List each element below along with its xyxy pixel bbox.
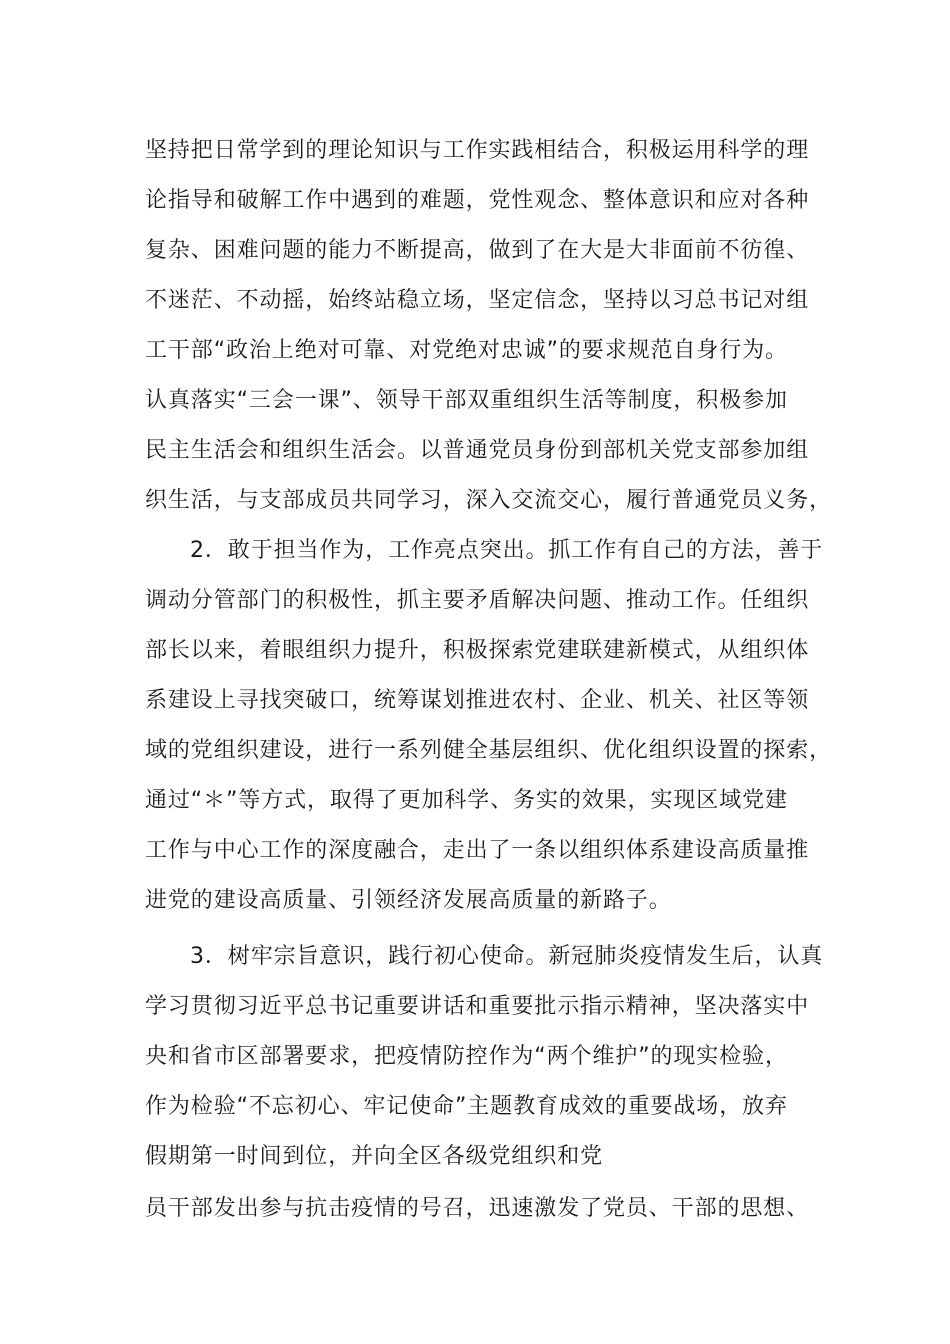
text-line: 学习贯彻习近平总书记重要讲话和重要批示指示精神，坚决落实中 bbox=[145, 994, 810, 1019]
paragraph-start-line: 2．敢于担当作为，工作亮点突出。抓工作有自己的方法，善于 bbox=[190, 538, 824, 563]
text-line: 织生活，与支部成员共同学习，深入交流交心，履行普通党员义务， bbox=[145, 488, 833, 513]
text-line: 央和省市区部署要求，把疫情防控作为“两个维护”的现实检验， bbox=[145, 1044, 788, 1069]
text-line: 坚持把日常学到的理论知识与工作实践相结合，积极运用科学的理 bbox=[145, 138, 810, 163]
text-line: 进党的建设高质量、引领经济发展高质量的新路子。 bbox=[145, 888, 672, 913]
text-line: 假期第一时间到位，并向全区各级党组织和党 bbox=[145, 1144, 604, 1169]
text-line: 部长以来，着眼组织力提升，积极探索党建联建新模式，从组织体 bbox=[145, 638, 810, 663]
paragraph-start-line: 3．树牢宗旨意识，践行初心使命。新冠肺炎疫情发生后，认真 bbox=[190, 944, 824, 969]
text-line: 民主生活会和组织生活会。以普通党员身份到部机关党支部参加组 bbox=[145, 438, 810, 463]
text-line: 系建设上寻找突破口，统筹谋划推进农村、企业、机关、社区等领 bbox=[145, 688, 810, 713]
text-line: 员干部发出参与抗击疫情的号召，迅速激发了党员、干部的思想、 bbox=[145, 1196, 810, 1221]
text-line: 工干部“政治上绝对可靠、对党绝对忠诚”的要求规范自身行为。 bbox=[145, 338, 788, 363]
text-line: 作为检验“不忘初心、牢记使命”主题教育成效的重要战场，放弃 bbox=[145, 1094, 788, 1119]
text-line: 调动分管部门的积极性，抓主要矛盾解决问题、推动工作。任组织 bbox=[145, 588, 810, 613]
text-line: 通过“＊”等方式，取得了更加科学、务实的效果，实现区域党建 bbox=[145, 788, 788, 813]
text-line: 认真落实“三会一课”、领导干部双重组织生活等制度，积极参加 bbox=[145, 388, 788, 413]
text-line: 论指导和破解工作中遇到的难题，党性观念、整体意识和应对各种 bbox=[145, 188, 810, 213]
text-line: 不迷茫、不动摇，始终站稳立场，坚定信念，坚持以习总书记对组 bbox=[145, 288, 810, 313]
text-line: 域的党组织建设，进行一系列健全基层组织、优化组织设置的探索， bbox=[145, 738, 833, 763]
text-line: 复杂、困难问题的能力不断提高，做到了在大是大非面前不彷徨、 bbox=[145, 238, 810, 263]
text-line: 工作与中心工作的深度融合，走出了一条以组织体系建设高质量推 bbox=[145, 838, 810, 863]
